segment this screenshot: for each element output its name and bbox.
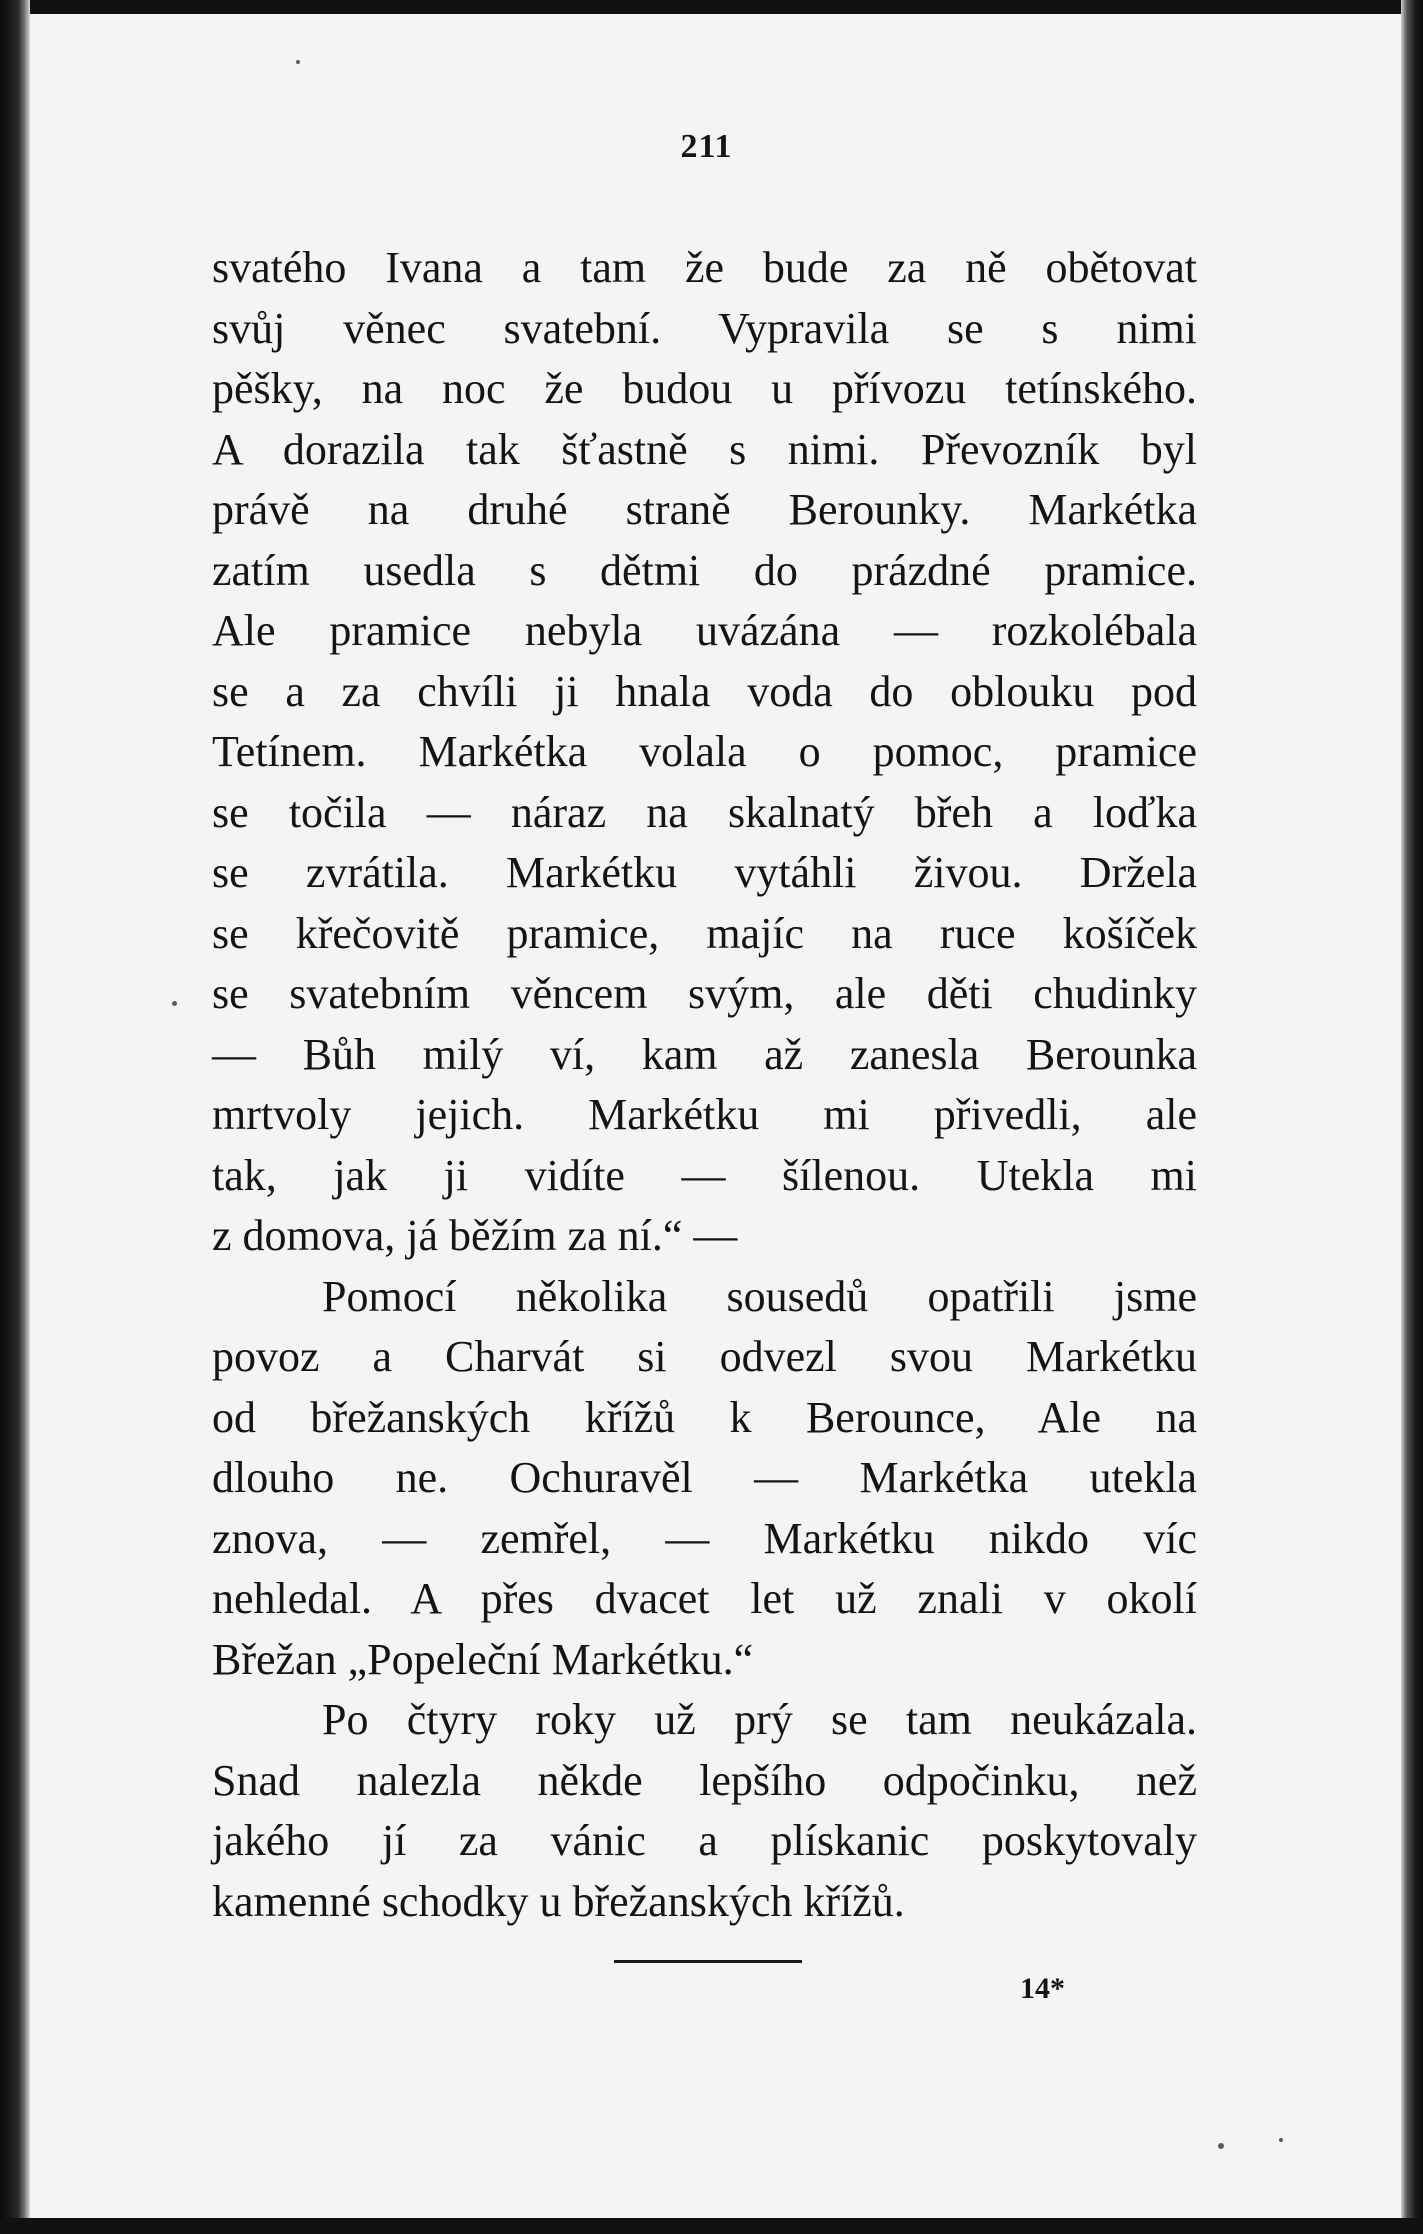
text-line: se křečovitě pramice, majíc na ruce košíček [212, 908, 1197, 958]
text-line: Břežan „Popeleční Markétku.“ [212, 1634, 754, 1684]
text-line: z domova, já běžím za ní.“ — [212, 1211, 738, 1260]
closing-rule [614, 1960, 802, 1963]
scan-border-right [1401, 0, 1423, 2234]
text-line: Po čtyry roky už prý se tam neukázala. [322, 1695, 1197, 1744]
text-line: jakého jí za vánic a plískanic poskytovaly [212, 1816, 1197, 1865]
text-line: svatého Ivana a tam že bude za ně obětovat [212, 243, 1197, 292]
text-line: Ale pramice nebyla uvázána — rozkolébala [212, 606, 1197, 655]
body-text [212, 238, 1197, 1932]
text-line: pěšky, na noc že budou u přívozu tetínského. [212, 364, 1197, 413]
text-line: od břežanských křížů k Berounce, Ale na [212, 1392, 1197, 1442]
text-line: se a za chvíli ji hnala voda do oblouku pod [212, 666, 1197, 716]
text-line: nehledal. A přes dvacet let už znali v okolí [212, 1574, 1197, 1623]
signature-mark: 14* [1020, 1972, 1065, 2005]
text-line: tak, jak ji vidíte — šílenou. Utekla mi [212, 1150, 1197, 1200]
text-line: se zvrátila. Markétku vytáhli živou. Držela [212, 848, 1197, 897]
text-line: právě na druhé straně Berounky. Markétka [212, 485, 1197, 534]
text-line: kamenné schodky u břežanských křížů. [212, 1876, 905, 1926]
scan-speck [1218, 2143, 1224, 2149]
text-line: dlouho ne. Ochuravěl — Markétka utekla [212, 1453, 1197, 1502]
scan-border-bottom [0, 2218, 1423, 2234]
scan-speck [172, 1001, 177, 1006]
text-line: se točila — náraz na skalnatý břeh a loďka [212, 787, 1197, 837]
text-line: zatím usedla s dětmi do prázdné pramice. [212, 545, 1197, 595]
text-line: mrtvoly jejich. Markétku mi přivedli, ale [212, 1090, 1197, 1139]
scan-speck [296, 60, 300, 64]
text-line: Pomocí několika sousedů opatřili jsme [322, 1271, 1197, 1321]
text-line: znova, — zemřel, — Markétku nikdo víc [212, 1513, 1197, 1563]
text-line: Tetínem. Markétka volala o pomoc, pramice [212, 727, 1197, 776]
text-line: Snad nalezla někde lepšího odpočinku, než [212, 1755, 1197, 1805]
text-line: povoz a Charvát si odvezl svou Markétku [212, 1332, 1197, 1381]
scan-speck [1279, 2138, 1283, 2142]
scan-border-top [0, 0, 1423, 14]
text-line: — Bůh milý ví, kam až zanesla Berounka [212, 1029, 1197, 1079]
scan-border-left [0, 0, 30, 2234]
text-line: A dorazila tak šťastně s nimi. Převozník byl [212, 424, 1197, 474]
text-line: se svatebním věncem svým, ale děti chudinky [212, 969, 1197, 1018]
text-line: svůj věnec svatební. Vypravila se s nimi [212, 303, 1197, 353]
page-number: 211 [680, 128, 733, 165]
